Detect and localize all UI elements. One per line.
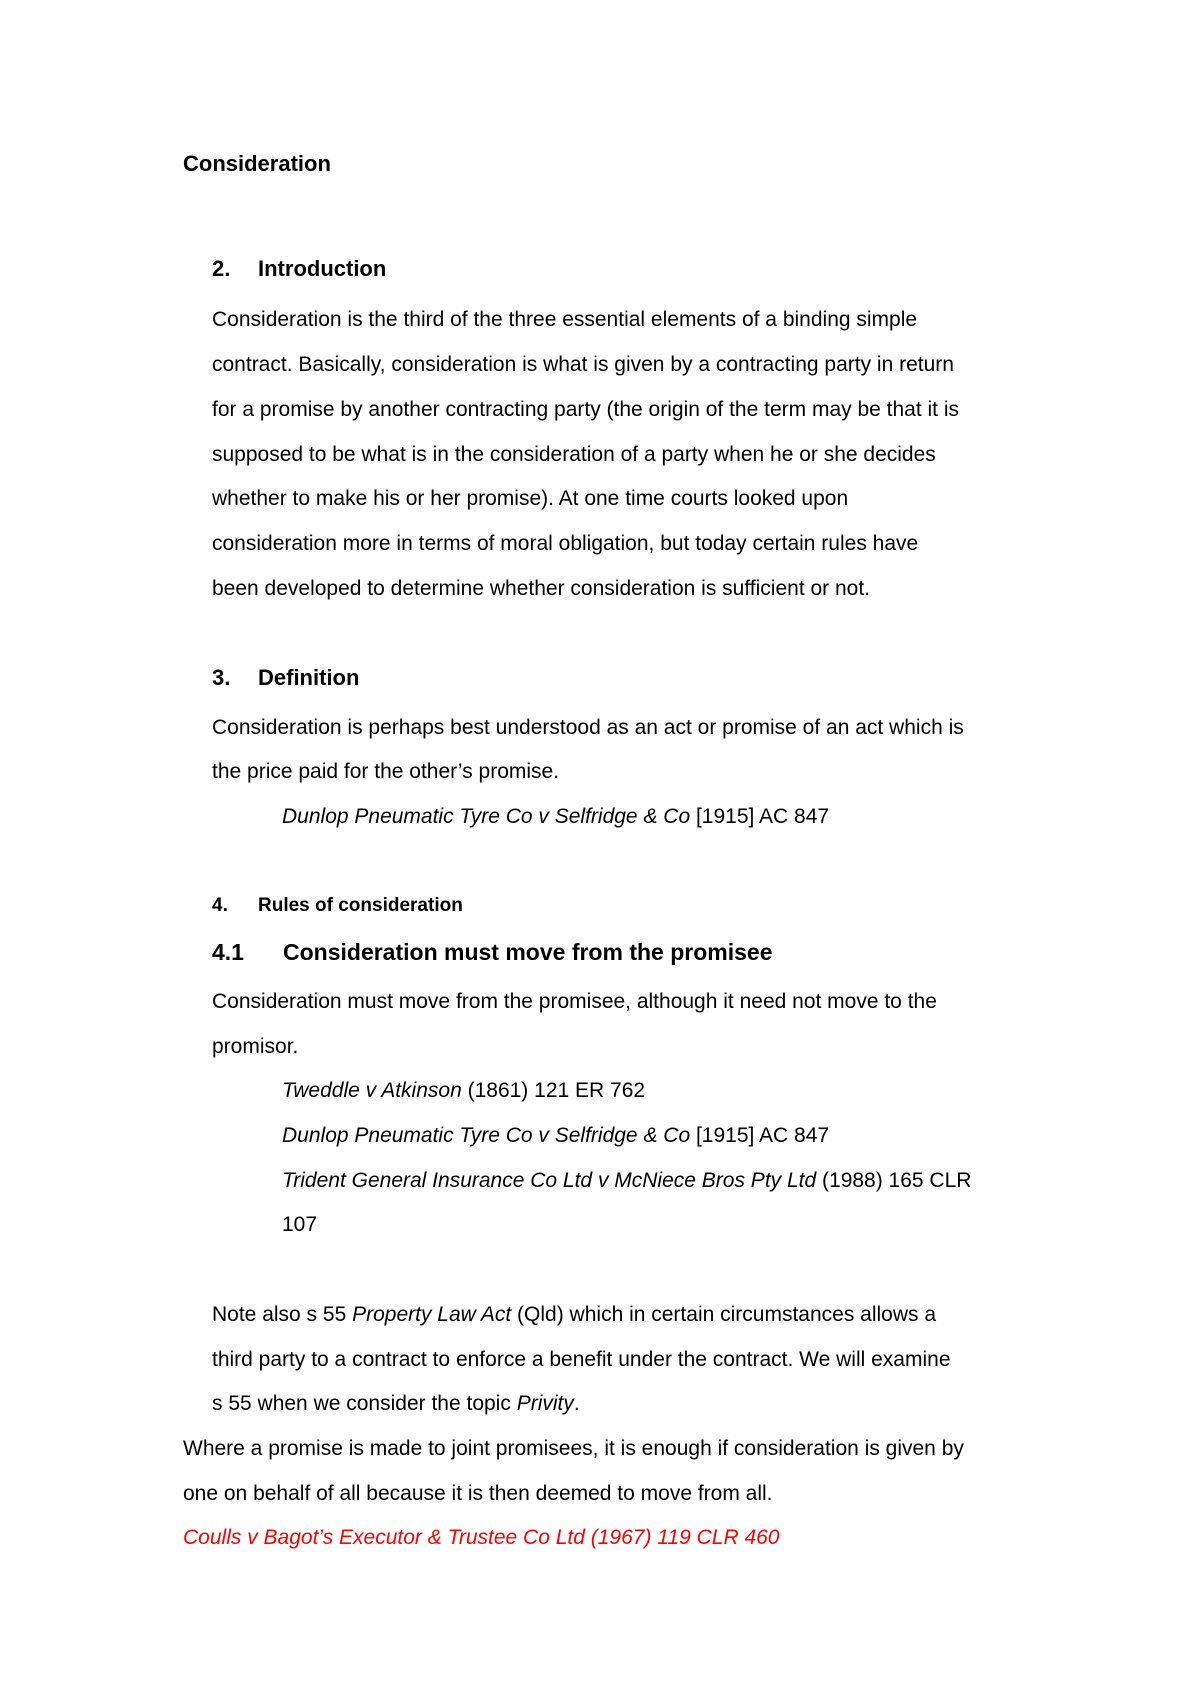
case-reference: [1915] AC 847 [690,805,830,828]
section-3-heading [212,664,359,692]
case-reference: (1861) 121 ER 762 [461,1079,646,1102]
section-number: 3. [212,665,231,690]
statute-name: Property Law Act [352,1303,512,1326]
paragraph-line: for a promise by another contracting party (the origin of the term may be that it is [212,398,960,421]
paragraph-line: Consideration is the third of the three essential elements of a binding simple [212,308,918,331]
paragraph-line: whether to make his or her promise). At one time courts looked upon [212,487,849,510]
paragraph-line: Consideration must move from the promisee, although it need not move to the [212,990,937,1013]
case-name: Tweddle v Atkinson [282,1079,462,1102]
section-title: Consideration must move from the promisee [283,939,773,965]
paragraph-line: Consideration is perhaps best understood as an act or promise of an act which is [212,716,964,739]
case-citation [282,1167,971,1195]
case-reference: (1988) 165 CLR [816,1169,972,1192]
case-name: Dunlop Pneumatic Tyre Co v Selfridge & Co [282,1124,691,1147]
section-title: Rules of consideration [258,895,463,916]
case-citation-continuation: 107 [282,1213,318,1236]
note-line [212,1390,580,1418]
case-reference: [1915] AC 847 [690,1124,830,1147]
section-2-heading [212,255,386,283]
paragraph-line: Where a promise is made to joint promisees, it is enough if consideration is given by [183,1437,964,1460]
case-citation [282,1122,829,1150]
topic-name: Privity [516,1392,574,1415]
section-title: Introduction [258,256,387,281]
paragraph-line: the price paid for the other’s promise. [212,760,560,783]
note-line: third party to a contract to enforce a benefit under the contract. We will examine [212,1348,951,1371]
case-citation [282,803,829,831]
paragraph-line: promisor. [212,1035,299,1058]
section-4-heading [212,892,463,920]
section-4-1-heading [212,938,772,966]
document-title: Consideration [183,151,331,176]
section-number: 4.1 [212,939,244,965]
note-text: . [573,1392,580,1415]
highlighted-case-citation: Coulls v Bagot’s Executor & Trustee Co Ltd (1967) 119 CLR 460 [183,1526,780,1549]
paragraph-line: been developed to determine whether consideration is sufficient or not. [212,577,871,600]
section-number: 4. [212,895,228,916]
paragraph-line: one on behalf of all because it is then deemed to move from all. [183,1482,773,1505]
case-name: Dunlop Pneumatic Tyre Co v Selfridge & Co [282,805,691,828]
case-citation [282,1077,645,1105]
section-number: 2. [212,256,231,281]
paragraph-line: consideration more in terms of moral obligation, but today certain rules have [212,532,919,555]
case-name: Trident General Insurance Co Ltd v McNiece Bros Pty Ltd [282,1169,817,1192]
paragraph-line: contract. Basically, consideration is what is given by a contracting party in return [212,353,954,376]
paragraph-line: supposed to be what is in the consideration of a party when he or she decides [212,443,936,466]
note-text: Note also s 55 [212,1303,353,1326]
note-text: s 55 when we consider the topic [212,1392,517,1415]
note-line [212,1301,936,1329]
section-title: Definition [258,665,360,690]
note-text: (Qld) which in certain circumstances allows a [511,1303,937,1326]
